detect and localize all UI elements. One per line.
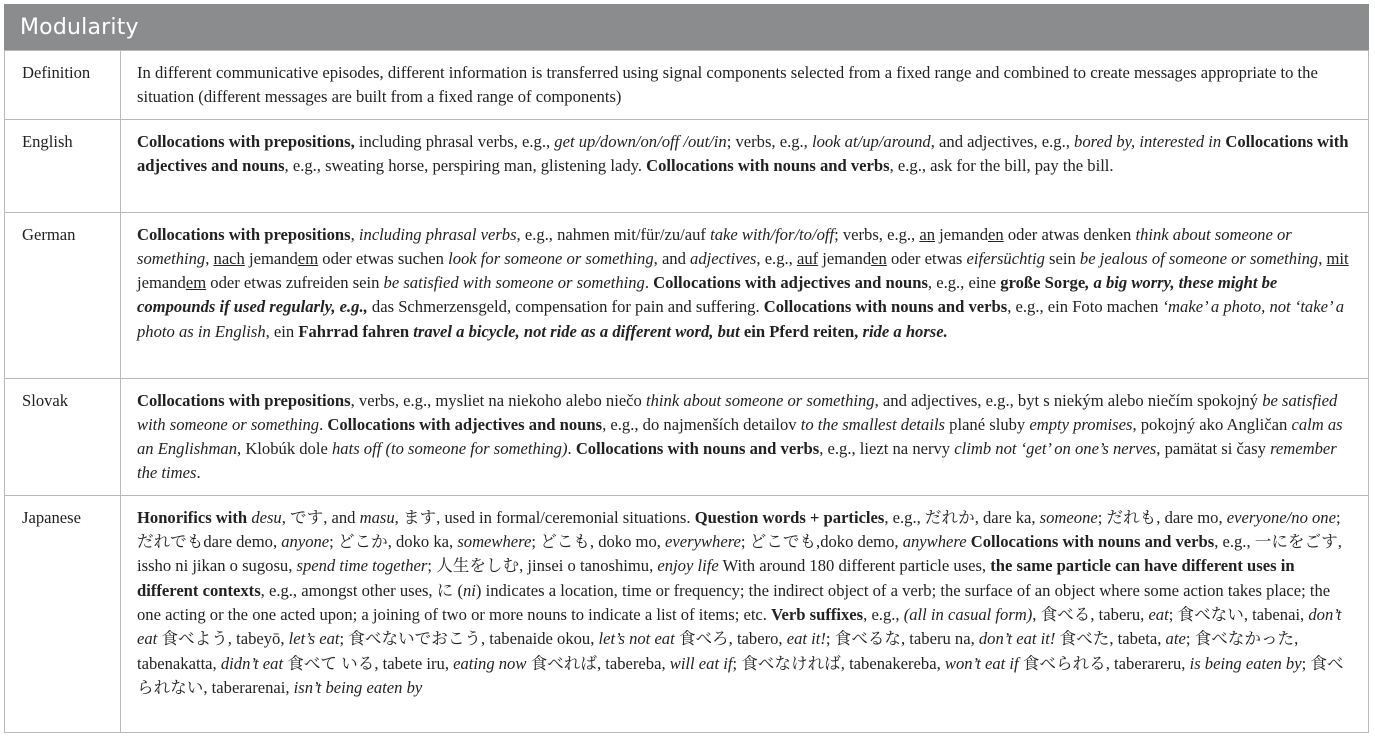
text-segment: , [205,248,214,268]
text-segment: , e.g., だれか, dare ka, [884,507,1040,527]
text-segment: including phrasal verbs, e.g., [354,131,555,151]
text-segment: travel a bicycle, not ride as a different word, but [409,321,740,341]
row-content [121,495,1369,732]
text-segment: oder etwas zufreiden sein [206,273,384,293]
text-segment: enjoy life [657,556,719,576]
text-segment: das Schmerzensgeld, compensation for pain and suffering. [367,297,764,317]
row-content [121,378,1369,495]
modularity-table [4,50,1369,733]
text-segment: don’t eat it! [978,629,1056,649]
text-segment: let’s eat [288,629,340,649]
text-segment: Collocations with adjectives and nouns [327,414,603,434]
text-segment: , e.g., ask for the bill, pay the bill. [889,155,1114,175]
text-segment: ; 食べなければ, tabenakereba, [732,653,945,673]
text-segment: anyone [281,532,330,552]
text-segment: Collocations with adjectives and nouns [137,131,1349,175]
text-segment: sein [1044,248,1080,268]
text-segment: , [1318,248,1327,268]
text-segment: get up/down/on/off /out/in [554,131,727,151]
text-segment: ; 食べない, tabenai, [1168,604,1309,624]
table-row [5,212,1369,378]
text-segment: someone [1039,507,1098,527]
text-segment: . [567,439,576,459]
text-segment: Collocations with nouns and verbs [763,297,1008,317]
text-segment: didn’t eat [220,653,284,673]
text-segment: , e.g., ein Foto machen [1007,297,1163,317]
text-segment: . [196,463,201,483]
text-segment: ; 食べなかった, tabenakatta, [137,629,1299,673]
text-segment: ‘make’ a photo, not ‘take’ a photo as in English [137,297,1345,341]
text-segment: , pokojný ako Angličan [1132,414,1292,434]
text-segment: ; だれでもdare demo, [137,507,1341,552]
text-segment: think about someone or something [646,390,875,410]
row-content [121,51,1369,120]
text-segment: , and adjectives, e.g., byt s niekým alebo niečím spokojný [874,390,1263,410]
text-segment: , ます, used in formal/ceremonial situations. [394,507,695,527]
text-segment: 食べれば, tabereba, [526,653,670,673]
text-segment: , and [653,248,691,268]
text-segment: . [644,273,654,293]
text-segment: jemand [244,248,298,268]
text-segment: look for someone or something [448,248,654,268]
text-segment: somewhere [457,532,532,552]
text-segment: 食べて いる, tabete iru, [283,653,454,673]
text-segment: eat [1148,604,1169,624]
row-label: Japanese [5,495,121,732]
text-segment: oder etwas suchen [318,248,449,268]
text-segment: mit [1326,248,1349,268]
text-segment: Fahrrad fahren [298,321,410,341]
text-segment: will eat if [669,653,733,673]
text-segment: , a big worry, these might be compounds if used regularly, e.g., [137,273,1278,317]
text-segment: anywhere [902,532,967,552]
text-segment: , 食べる, taberu, [1032,604,1149,624]
text-segment: , verbs, e.g., mysliet na niekoho alebo niečo [350,390,646,410]
text-segment: to the smallest details [800,414,946,434]
text-segment: Question words + particles [694,507,885,527]
text-segment: Collocations with prepositions [137,224,351,244]
text-segment: an [919,224,936,244]
text-segment: nach [213,248,245,268]
text-segment: jemand [935,224,989,244]
text-segment: including phrasal verbs [358,224,517,244]
text-segment: , Klobúk dole [237,439,332,459]
text-segment: oder atwas denken [1003,224,1136,244]
text-segment: 食べた, tabeta, [1055,629,1166,649]
text-segment: ; verbs, e.g., [726,131,812,151]
text-segment: (all in casual form) [903,604,1033,624]
text-segment: en [871,248,887,268]
text-segment: plané sluby [945,414,1030,434]
table-row [5,51,1369,120]
row-content [121,119,1369,212]
text-segment: ; verbs, e.g., [834,224,920,244]
text-segment: ride a horse. [858,321,948,341]
text-segment: , e.g., sweating horse, perspiring man, glistening lady. [284,155,647,175]
text-segment: ; どこでも,doko demo, [740,532,903,552]
text-segment: ) indicates a location, time or frequency; the indirect object of a verb; the surface of an object where some action takes place; the one acting or the one acted upon; a joining of two or more nouns to indicate a list of items; etc. [137,580,1331,624]
text-segment: remember the times [137,439,1337,483]
text-segment: . [319,414,328,434]
table-row [5,378,1369,495]
text-segment: be satisfied with someone or something [383,273,645,293]
text-segment: let’s not eat [598,629,675,649]
row-label: English [5,119,121,212]
text-segment: ; 人生をしむ, jinsei o tanoshimu, [427,556,658,576]
table-row [5,119,1369,212]
text-segment: , e.g., [863,604,904,624]
table-row [5,495,1369,732]
row-label: German [5,212,121,378]
row-label: Slovak [5,378,121,495]
text-segment: climb not ‘get’ on one’s nerves [954,439,1157,459]
text-segment: ; 食べられない, taberarenai, [137,653,1344,697]
text-segment: spend time together [296,556,428,576]
text-segment: 食べられる, taberareru, [1018,653,1190,673]
text-segment: jemand [137,273,186,293]
text-segment: bored by, interested in [1074,131,1222,151]
text-segment: ; 食べないでおこう, tabenaide okou, [339,629,599,649]
text-segment: , pamätat si časy [1156,439,1271,459]
text-segment: , e.g., liezt na nervy [819,439,955,459]
text-segment: Honorifics with [137,507,252,527]
row-label: Definition [5,51,121,120]
text-segment: , e.g., eine [927,273,1001,293]
text-segment: jemand [818,248,872,268]
text-segment: , e.g., [756,248,797,268]
text-segment: ein Pferd reiten, [739,321,859,341]
table-title: Modularity [4,4,1369,50]
text-segment: 食べろ, tabero, [674,629,787,649]
text-segment: Collocations with nouns and verbs [970,532,1215,552]
text-segment: , [350,224,359,244]
text-segment: Collocations with prepositions [137,390,351,410]
text-segment: the same particle can have different uses in different contexts [137,556,1295,600]
text-segment: Collocations with prepositions, [137,131,355,151]
text-segment: ; どこも, doko mo, [531,532,666,552]
text-segment: Collocations with nouns and verbs [646,155,890,175]
text-segment: em [185,273,207,293]
text-segment: , e.g., do najmenších detailov [602,414,801,434]
text-segment: ; だれも, dare mo, [1097,507,1227,527]
text-segment: , です, and [281,507,360,527]
text-segment: calm as an Englishman [137,414,1343,459]
text-segment: ni [462,580,476,600]
text-segment: eating now [453,653,527,673]
text-segment: think about someone or something [137,224,1292,268]
text-segment: is being eaten by [1189,653,1302,673]
text-segment: Verb suffixes [771,604,864,624]
text-segment: 食べよう, tabeyō, [157,629,289,649]
text-segment: ; どこか, doko ka, [329,532,458,552]
text-segment: em [297,248,319,268]
text-segment: eifersüchtig [966,248,1045,268]
text-segment: isn’t being eaten by [293,677,423,697]
text-segment: eat it! [786,629,826,649]
text-segment: desu [251,507,282,527]
text-segment: With around 180 different particle uses, [718,556,991,576]
text-segment: take with/for/to/off [710,224,835,244]
text-segment: be jealous of someone or something [1079,248,1319,268]
text-segment: , e.g., nahmen mit/für/zu/auf [516,224,711,244]
text-segment: everywhere [665,532,741,552]
text-segment: ate [1165,629,1186,649]
text-segment: Collocations with adjectives and nouns [653,273,928,293]
text-segment: hats off (to someone for something) [331,439,568,459]
text-segment: , e.g., 一にをごす, issho ni jikan o sugosu, [137,532,1342,576]
row-content [121,212,1369,378]
text-segment: don’t eat [137,604,1342,649]
text-segment: oder etwas [886,248,967,268]
text-segment: be satisfied with someone or something [137,390,1338,434]
text-segment: In different communicative episodes, different information is transferred using signal components selected from a fixed range and combined to create messages appropriate to the situation (different messages are built from a fixed range of components) [137,63,1318,107]
text-segment: everyone/no one [1226,507,1336,527]
text-segment: , and adjectives, e.g., [930,131,1075,151]
text-segment: masu [359,507,395,527]
text-segment: en [988,224,1004,244]
text-segment: empty promises [1029,414,1133,434]
modularity-table-container [4,4,1369,733]
text-segment: ; 食べるな, taberu na, [825,629,979,649]
text-segment: adjectives [690,248,757,268]
text-segment: won’t eat if [944,653,1019,673]
text-segment: look at/up/around [811,131,931,151]
text-segment: , ein [265,321,299,341]
text-segment: Collocations with nouns and verbs [575,439,820,459]
text-segment: , e.g., amongst other uses, に ( [260,580,463,600]
text-segment: auf [796,248,819,268]
text-segment: große Sorge [1000,273,1086,293]
